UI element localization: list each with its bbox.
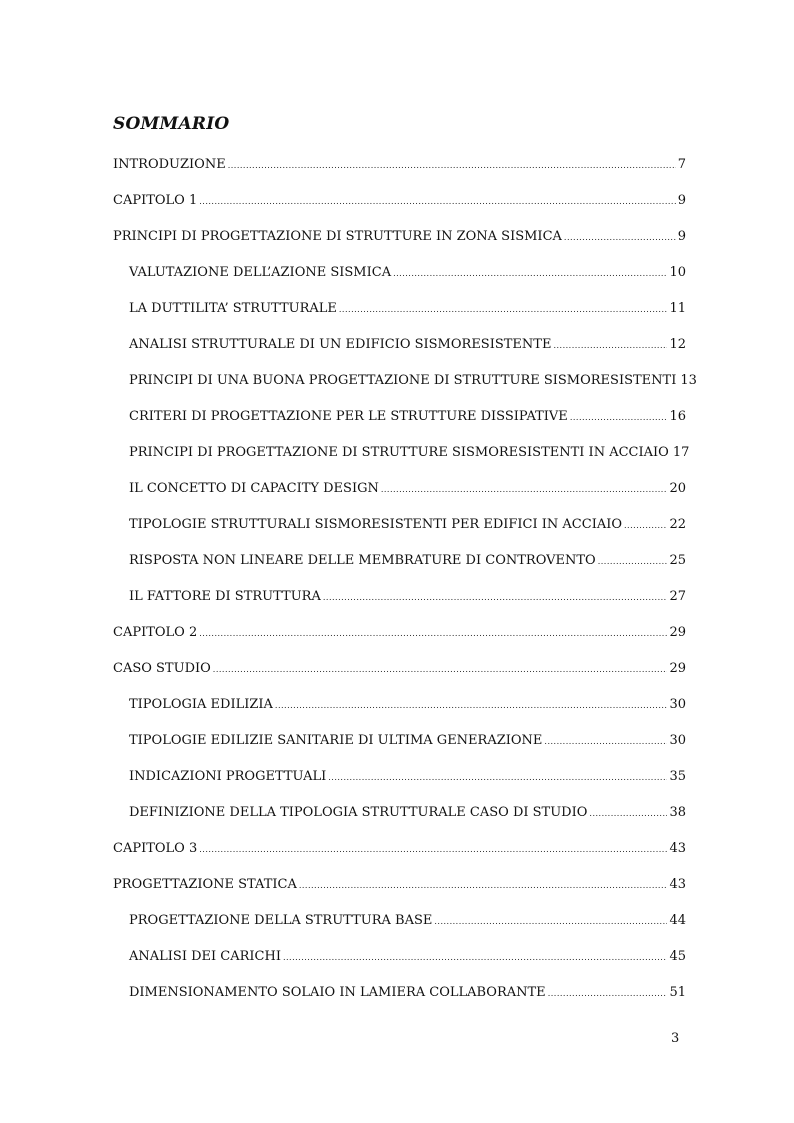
toc-entry-label: IL FATTORE DI STRUTTURA [129,589,321,604]
toc-entry-page: 44 [669,913,686,928]
toc-entry[interactable] [113,690,686,726]
toc-entry-page: 13 [680,373,697,388]
toc-entry-label: CRITERI DI PROGETTAZIONE PER LE STRUTTURE DISSIPATIVE [129,409,568,424]
toc-leader [199,834,667,865]
toc-title: SOMMARIO [113,114,230,134]
toc-entry-label: PRINCIPI DI PROGETTAZIONE DI STRUTTURE IN ZONA SISMICA [113,229,562,244]
toc-entry-page: 16 [669,409,686,424]
toc-leader [553,330,667,361]
toc-leader [548,978,668,1009]
toc-entry-label: IL CONCETTO DI CAPACITY DESIGN [129,481,379,496]
toc-entry-page: 35 [669,769,686,784]
toc-leader [339,294,668,325]
toc-entry-page: 27 [669,589,686,604]
toc-entry[interactable] [113,366,697,402]
toc-entry[interactable] [113,762,686,798]
toc-entry-label: RISPOSTA NON LINEARE DELLE MEMBRATURE DI CONTROVENTO [129,553,596,568]
toc-entry-label: TIPOLOGIE EDILIZIE SANITARIE DI ULTIMA GENERAZIONE [129,733,543,748]
toc-leader [570,402,668,433]
toc-entry-label: DIMENSIONAMENTO SOLAIO IN LAMIERA COLLABORANTE [129,985,546,1000]
toc-leader [299,870,668,901]
toc-entry[interactable] [113,546,686,582]
toc-leader [598,546,668,577]
toc-entry[interactable] [113,726,686,762]
toc-entry-page: 38 [669,805,686,820]
toc-entry[interactable] [113,834,686,870]
toc-entry[interactable] [113,870,686,906]
toc-leader [228,150,676,181]
toc-entry[interactable] [113,978,686,1014]
toc-leader [393,258,667,289]
toc-entry[interactable] [113,438,690,474]
toc-entry-label: INTRODUZIONE [113,157,226,172]
toc-entry-label: LA DUTTILITA’ STRUTTURALE [129,301,337,316]
toc-entry-page: 29 [669,625,686,640]
toc-leader [564,222,676,253]
toc-leader [328,762,667,793]
toc-leader [199,618,667,649]
toc-entry[interactable] [113,906,686,942]
toc-entry-page: 25 [669,553,686,568]
toc-entry-page: 45 [669,949,686,964]
toc-entry-label: ANALISI DEI CARICHI [129,949,281,964]
toc-entry-page: 17 [672,445,690,460]
toc-entry[interactable] [113,510,686,546]
toc-entry[interactable] [113,474,686,510]
toc-entry[interactable] [113,402,686,438]
toc-entry-page: 43 [669,841,686,856]
toc-entry-label: PROGETTAZIONE DELLA STRUTTURA BASE [129,913,433,928]
toc-entry[interactable] [113,582,686,618]
toc-entry-label: DEFINIZIONE DELLA TIPOLOGIA STRUTTURALE CASO DI STUDIO [129,805,588,820]
toc-entry-label: CASO STUDIO [113,661,211,676]
toc-entry-page: 7 [677,157,686,172]
toc-entry-page: 9 [677,193,686,208]
toc-entry-page: 20 [669,481,686,496]
toc-entry-label: PRINCIPI DI PROGETTAZIONE DI STRUTTURE SISMORESISTENTI IN ACCIAIO [129,445,669,460]
table-of-contents [113,150,697,1014]
toc-entry-page: 12 [669,337,686,352]
toc-leader [381,474,668,505]
toc-entry-page: 22 [669,517,686,532]
toc-leader [544,726,667,757]
toc-entry[interactable] [113,222,686,258]
toc-entry-label: CAPITOLO 3 [113,841,198,856]
toc-entry-label: INDICAZIONI PROGETTUALI [129,769,327,784]
toc-entry-label: PROGETTAZIONE STATICA [113,877,297,892]
toc-entry[interactable] [113,618,686,654]
toc-entry-label: TIPOLOGIE STRUTTURALI SISMORESISTENTI PER EDIFICI IN ACCIAIO [129,517,623,532]
toc-entry-label: ANALISI STRUTTURALE DI UN EDIFICIO SISMORESISTENTE [129,337,552,352]
toc-entry[interactable] [113,150,686,186]
toc-entry[interactable] [113,942,686,978]
toc-entry-label: CAPITOLO 1 [113,193,198,208]
toc-entry[interactable] [113,798,686,834]
toc-entry-page: 29 [669,661,686,676]
page-number: 3 [671,1031,680,1046]
toc-entry[interactable] [113,654,686,690]
toc-entry-label: CAPITOLO 2 [113,625,198,640]
toc-entry[interactable] [113,330,686,366]
toc-entry-label: PRINCIPI DI UNA BUONA PROGETTAZIONE DI STRUTTURE SISMORESISTENTI [129,373,677,388]
toc-leader [199,186,675,217]
toc-entry-page: 11 [669,301,686,316]
toc-leader [275,690,668,721]
toc-leader [213,654,668,685]
toc-entry-page: 43 [669,877,686,892]
toc-entry-label: VALUTAZIONE DELL’AZIONE SISMICA [129,265,392,280]
toc-entry-page: 30 [669,697,686,712]
toc-entry[interactable] [113,186,686,222]
toc-entry[interactable] [113,294,686,330]
toc-entry-page: 9 [677,229,686,244]
toc-leader [624,510,667,541]
toc-entry[interactable] [113,258,686,294]
toc-leader [589,798,667,829]
toc-leader [283,942,668,973]
toc-leader [434,906,667,937]
toc-entry-label: TIPOLOGIA EDILIZIA [129,697,273,712]
toc-leader [323,582,668,613]
toc-entry-page: 30 [669,733,686,748]
toc-entry-page: 10 [669,265,686,280]
toc-entry-page: 51 [669,985,686,1000]
